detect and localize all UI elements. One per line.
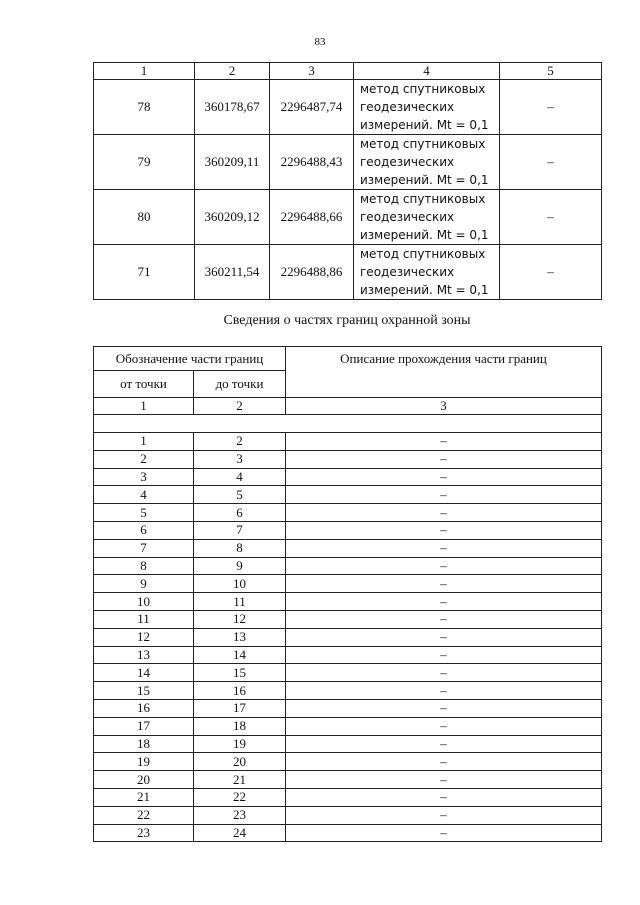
description: – bbox=[286, 504, 602, 522]
description: – bbox=[286, 717, 602, 735]
description: – bbox=[286, 699, 602, 717]
col-header: 1 bbox=[94, 63, 195, 80]
table-row bbox=[94, 824, 602, 842]
table-row bbox=[94, 190, 602, 245]
description: – bbox=[286, 539, 602, 557]
to-point: 8 bbox=[194, 539, 286, 557]
to-point: 21 bbox=[194, 771, 286, 789]
page-number: 83 bbox=[314, 36, 326, 48]
description: – bbox=[286, 575, 602, 593]
to-point: 13 bbox=[194, 628, 286, 646]
point-number: 80 bbox=[94, 190, 195, 245]
from-point: 22 bbox=[94, 806, 194, 824]
blank-cell bbox=[94, 415, 602, 433]
description: – bbox=[286, 521, 602, 539]
method-line: метод спутниковых bbox=[360, 137, 486, 151]
table-row bbox=[94, 735, 602, 753]
from-point: 23 bbox=[94, 824, 194, 842]
table-row bbox=[94, 699, 602, 717]
to-point: 17 bbox=[194, 699, 286, 717]
coordinates-header-row bbox=[94, 63, 602, 80]
col-number: 3 bbox=[286, 398, 602, 415]
header-boundary-description: Описание прохождения части границ bbox=[286, 347, 602, 398]
table-row bbox=[94, 468, 602, 486]
to-point: 5 bbox=[194, 486, 286, 504]
method-cell bbox=[354, 190, 500, 245]
from-point: 8 bbox=[94, 557, 194, 575]
to-point: 20 bbox=[194, 753, 286, 771]
method-line: измерений. Mt = 0,1 bbox=[360, 118, 489, 132]
description: – bbox=[286, 468, 602, 486]
method-line: геодезических bbox=[360, 100, 455, 114]
method-cell bbox=[354, 80, 500, 135]
from-point: 7 bbox=[94, 539, 194, 557]
coord-y: 2296488,43 bbox=[270, 135, 354, 190]
description: – bbox=[286, 593, 602, 611]
description: – bbox=[286, 610, 602, 628]
section-title: Сведения о частях границ охранной зоны bbox=[223, 313, 471, 328]
to-point: 15 bbox=[194, 664, 286, 682]
col-header: 2 bbox=[195, 63, 270, 80]
coord-y: 2296488,66 bbox=[270, 190, 354, 245]
coord-x: 360178,67 bbox=[195, 80, 270, 135]
from-point: 13 bbox=[94, 646, 194, 664]
table-row bbox=[94, 557, 602, 575]
from-point: 20 bbox=[94, 771, 194, 789]
table-row bbox=[94, 575, 602, 593]
to-point: 9 bbox=[194, 557, 286, 575]
table-row bbox=[94, 646, 602, 664]
table-row bbox=[94, 245, 602, 300]
method-line: геодезических bbox=[360, 155, 455, 169]
col-header: 4 bbox=[354, 63, 500, 80]
from-point: 12 bbox=[94, 628, 194, 646]
method-line: метод спутниковых bbox=[360, 247, 486, 261]
table-row bbox=[94, 628, 602, 646]
table-row bbox=[94, 539, 602, 557]
description: – bbox=[286, 557, 602, 575]
description: – bbox=[286, 628, 602, 646]
parts-blank-row bbox=[94, 415, 602, 433]
description: – bbox=[286, 788, 602, 806]
to-point: 10 bbox=[194, 575, 286, 593]
coord-x: 360209,11 bbox=[195, 135, 270, 190]
method-cell bbox=[354, 135, 500, 190]
table-row bbox=[94, 788, 602, 806]
method-line: метод спутниковых bbox=[360, 82, 486, 96]
description: – bbox=[286, 735, 602, 753]
point-number: 78 bbox=[94, 80, 195, 135]
from-point: 6 bbox=[94, 521, 194, 539]
coordinates-table bbox=[93, 62, 602, 300]
parts-column-numbers-row bbox=[94, 398, 602, 415]
note-cell: – bbox=[500, 135, 602, 190]
header-to-point: до точки bbox=[194, 371, 286, 398]
to-point: 6 bbox=[194, 504, 286, 522]
description: – bbox=[286, 753, 602, 771]
col-number: 1 bbox=[94, 398, 194, 415]
to-point: 23 bbox=[194, 806, 286, 824]
from-point: 17 bbox=[94, 717, 194, 735]
to-point: 22 bbox=[194, 788, 286, 806]
description: – bbox=[286, 664, 602, 682]
point-number: 79 bbox=[94, 135, 195, 190]
to-point: 12 bbox=[194, 610, 286, 628]
from-point: 18 bbox=[94, 735, 194, 753]
from-point: 11 bbox=[94, 610, 194, 628]
coord-y: 2296487,74 bbox=[270, 80, 354, 135]
parts-header-row bbox=[94, 347, 602, 371]
to-point: 11 bbox=[194, 593, 286, 611]
coord-y: 2296488,86 bbox=[270, 245, 354, 300]
from-point: 21 bbox=[94, 788, 194, 806]
col-number: 2 bbox=[194, 398, 286, 415]
from-point: 1 bbox=[94, 433, 194, 451]
col-header: 5 bbox=[500, 63, 602, 80]
method-line: измерений. Mt = 0,1 bbox=[360, 173, 489, 187]
col-header: 3 bbox=[270, 63, 354, 80]
to-point: 18 bbox=[194, 717, 286, 735]
table-row bbox=[94, 717, 602, 735]
table-row bbox=[94, 593, 602, 611]
point-number: 71 bbox=[94, 245, 195, 300]
from-point: 9 bbox=[94, 575, 194, 593]
to-point: 7 bbox=[194, 521, 286, 539]
table-row bbox=[94, 682, 602, 700]
from-point: 19 bbox=[94, 753, 194, 771]
from-point: 5 bbox=[94, 504, 194, 522]
method-line: метод спутниковых bbox=[360, 192, 486, 206]
method-line: геодезических bbox=[360, 210, 455, 224]
from-point: 3 bbox=[94, 468, 194, 486]
method-line: измерений. Mt = 0,1 bbox=[360, 228, 489, 242]
description: – bbox=[286, 806, 602, 824]
note-cell: – bbox=[500, 245, 602, 300]
method-line: измерений. Mt = 0,1 bbox=[360, 283, 489, 297]
table-row bbox=[94, 135, 602, 190]
description: – bbox=[286, 433, 602, 451]
header-boundary-designation: Обозначение части границ bbox=[94, 347, 286, 371]
table-row bbox=[94, 486, 602, 504]
note-cell: – bbox=[500, 190, 602, 245]
table-row bbox=[94, 521, 602, 539]
description: – bbox=[286, 486, 602, 504]
to-point: 4 bbox=[194, 468, 286, 486]
description: – bbox=[286, 450, 602, 468]
table-row bbox=[94, 504, 602, 522]
to-point: 14 bbox=[194, 646, 286, 664]
to-point: 24 bbox=[194, 824, 286, 842]
from-point: 4 bbox=[94, 486, 194, 504]
from-point: 14 bbox=[94, 664, 194, 682]
description: – bbox=[286, 682, 602, 700]
description: – bbox=[286, 771, 602, 789]
method-line: геодезических bbox=[360, 265, 455, 279]
to-point: 16 bbox=[194, 682, 286, 700]
table-row bbox=[94, 450, 602, 468]
table-row bbox=[94, 610, 602, 628]
table-row bbox=[94, 806, 602, 824]
from-point: 15 bbox=[94, 682, 194, 700]
to-point: 2 bbox=[194, 433, 286, 451]
table-row bbox=[94, 433, 602, 451]
to-point: 3 bbox=[194, 450, 286, 468]
coord-x: 360209,12 bbox=[195, 190, 270, 245]
header-from-point: от точки bbox=[94, 371, 194, 398]
table-row bbox=[94, 771, 602, 789]
table-row bbox=[94, 664, 602, 682]
from-point: 16 bbox=[94, 699, 194, 717]
table-row bbox=[94, 753, 602, 771]
from-point: 2 bbox=[94, 450, 194, 468]
from-point: 10 bbox=[94, 593, 194, 611]
method-cell bbox=[354, 245, 500, 300]
to-point: 19 bbox=[194, 735, 286, 753]
description: – bbox=[286, 824, 602, 842]
table-row bbox=[94, 80, 602, 135]
note-cell: – bbox=[500, 80, 602, 135]
description: – bbox=[286, 646, 602, 664]
boundary-parts-table bbox=[93, 346, 602, 842]
coord-x: 360211,54 bbox=[195, 245, 270, 300]
